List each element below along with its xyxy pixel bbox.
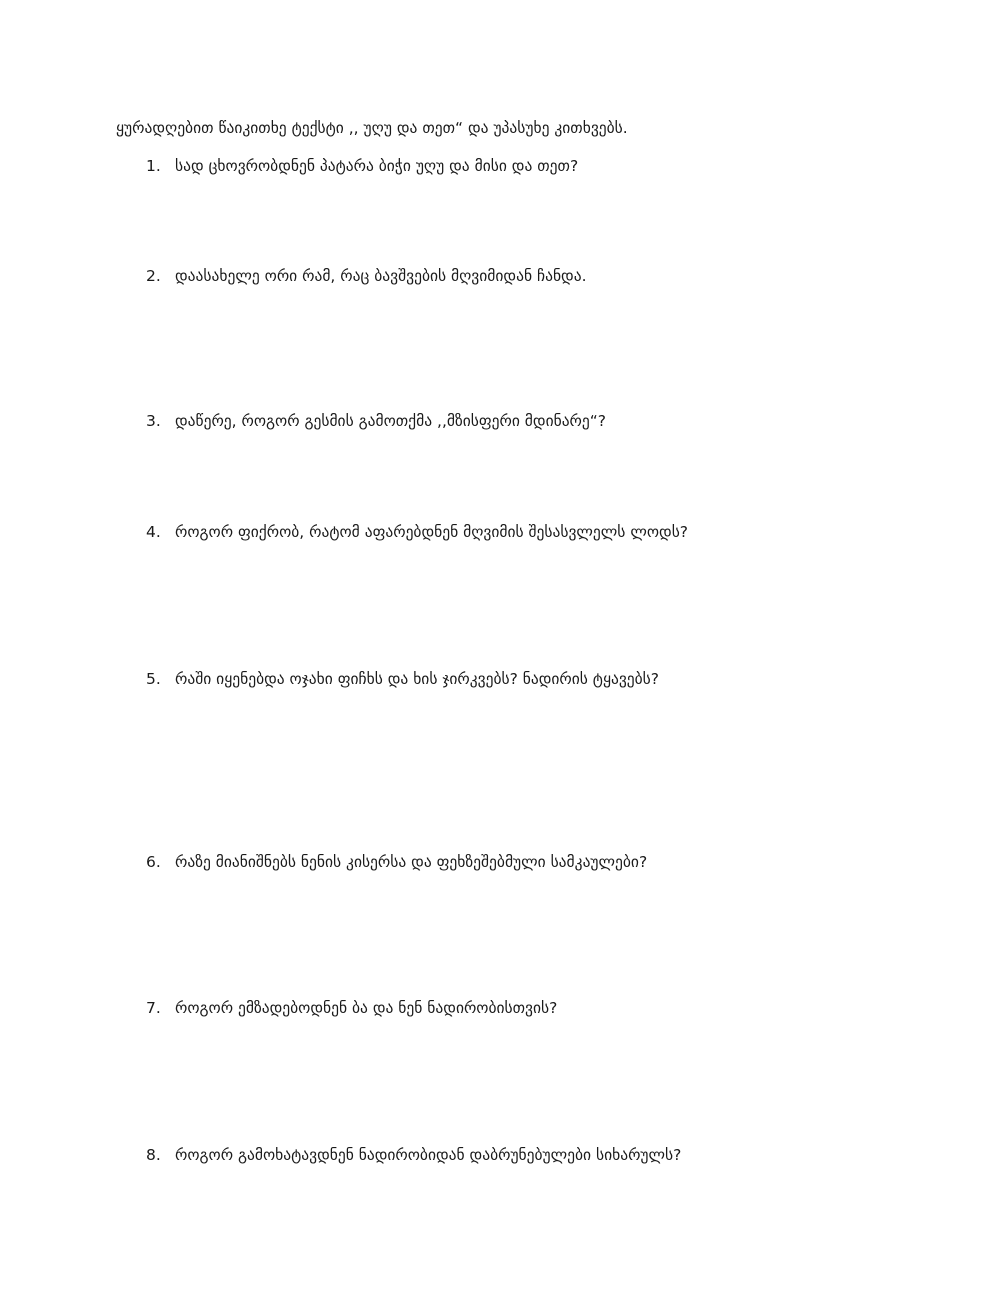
question-number: 5. (146, 670, 161, 688)
question-number: 3. (146, 412, 161, 430)
question-text: რაში იყენებდა ოჯახი ფიჩხს და ხის ჯირკვებს? ნადირის ტყავებს? (175, 670, 660, 688)
question-number: 1. (146, 157, 161, 175)
question-number: 8. (146, 1146, 161, 1164)
question-number: 4. (146, 523, 161, 541)
question-text: როგორ ემზადებოდნენ ბა და ნენ ნადირობისთვის? (175, 999, 558, 1017)
question-7 (146, 998, 557, 1018)
question-text: რაზე მიანიშნებს ნენის კისერსა და ფეხზეშებმული სამკაულები? (175, 853, 648, 871)
question-number: 2. (146, 267, 161, 285)
question-number: 6. (146, 853, 161, 871)
question-5 (146, 669, 659, 689)
question-text: სად ცხოვრობდნენ პატარა ბიჭი უღუ და მისი და თეთ? (175, 157, 579, 175)
question-number: 7. (146, 999, 161, 1017)
question-2 (146, 266, 587, 286)
question-text: როგორ გამოხატავდნენ ნადირობიდან დაბრუნებულები სიხარულს? (175, 1146, 682, 1164)
question-6 (146, 852, 647, 872)
question-8 (146, 1145, 681, 1165)
question-4 (146, 522, 688, 542)
question-1 (146, 156, 578, 176)
question-3 (146, 411, 606, 431)
question-text: როგორ ფიქრობ, რატომ აფარებდნენ მღვიმის შესასვლელს ლოდს? (175, 523, 689, 541)
question-text: დაწერე, როგორ გესმის გამოთქმა ,,მზისფერი მდინარე“? (175, 412, 607, 430)
worksheet-instruction: ყურადღებით წაიკითხე ტექსტი ,, უღუ და თეთ“ და უპასუხე კითხვებს. (116, 119, 628, 137)
question-text: დაასახელე ორი რამ, რაც ბავშვების მღვიმიდან ჩანდა. (175, 267, 587, 285)
